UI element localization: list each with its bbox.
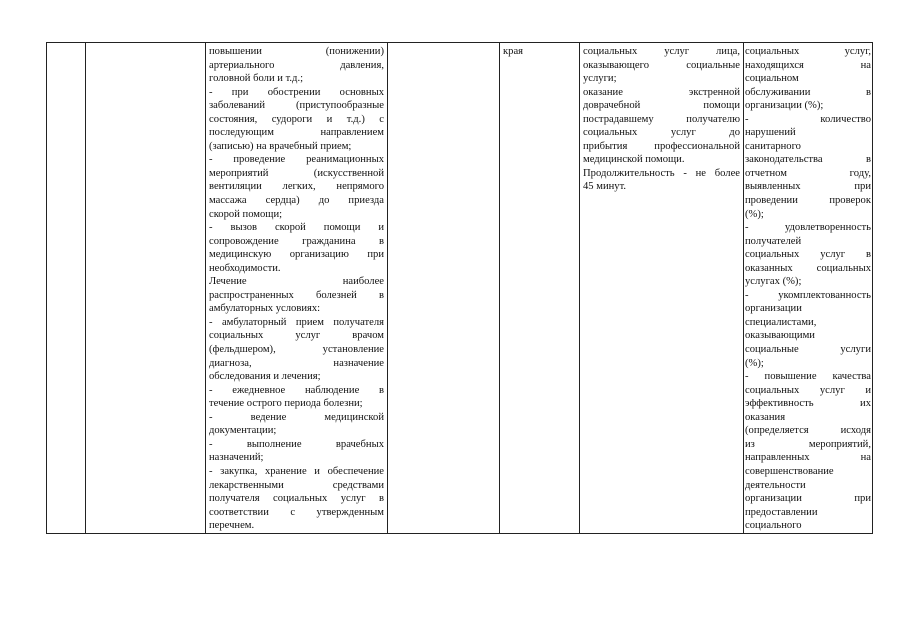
text-line: последующим направлением	[209, 127, 384, 139]
text-line: оказания	[745, 411, 786, 423]
text-line: находящихся на	[745, 59, 871, 71]
text-line: - повышение качества	[745, 371, 871, 383]
text-line: артериального давления,	[209, 59, 384, 71]
table-cell-quality-indicators	[744, 43, 873, 534]
text-line: специалистами,	[745, 316, 817, 328]
text-line: направленных на	[745, 452, 871, 464]
text-line: оказанных социальных	[745, 262, 871, 274]
table-cell-service-description	[206, 43, 388, 534]
text-line: (%);	[745, 357, 764, 369]
table-cell-service-name	[86, 43, 206, 534]
table-cell-number	[47, 43, 86, 534]
text-line: санитарного	[745, 140, 801, 152]
text-line: назначений;	[209, 452, 264, 464]
text-line: повышении (понижении)	[209, 46, 384, 57]
text-line: Продолжительность - не более	[583, 167, 740, 179]
service-description-text	[209, 45, 384, 533]
text-line: совершенствование	[745, 465, 834, 477]
text-line: из мероприятий,	[745, 438, 871, 450]
text-line: мероприятий (искусственной	[209, 167, 384, 179]
text-line: выявленных при	[745, 181, 871, 193]
text-line: социальных услуг в	[745, 249, 871, 261]
text-line: законодательства в	[745, 154, 871, 166]
table-row	[47, 43, 873, 534]
text-line: - ведение медицинской	[209, 411, 384, 423]
text-line: (%);	[745, 208, 764, 220]
text-line: услугах (%);	[745, 276, 802, 288]
text-line: социальных услуг и	[745, 384, 871, 396]
text-line: социальных услуг до	[583, 127, 740, 139]
text-line: оказание экстренной	[583, 86, 740, 98]
region-text	[503, 45, 576, 59]
text-line: организации (%);	[745, 100, 824, 112]
text-line: доврачебной помощи	[583, 100, 740, 112]
text-line: - закупка, хранение и обеспечение	[209, 465, 384, 477]
text-line: скорой помощи;	[209, 208, 283, 220]
text-line: лекарственными средствами	[209, 479, 384, 491]
text-line: Лечение наиболее	[209, 276, 384, 288]
text-line: социального	[745, 520, 802, 532]
table-cell-volume	[388, 43, 500, 534]
text-line: массажа сердца) до приезда	[209, 195, 384, 207]
text-line: деятельности	[745, 479, 806, 491]
text-line: социальные услуги	[745, 344, 871, 356]
text-line: необходимости.	[209, 262, 281, 274]
text-line: 45 минут.	[583, 181, 627, 193]
text-line: эффективность их	[745, 398, 871, 410]
services-table	[46, 42, 873, 534]
text-line: (определяется исходя	[745, 425, 871, 437]
text-line: - укомплектованность	[745, 289, 871, 301]
text-line: сопровождение гражданина в	[209, 235, 384, 247]
text-line: - вызов скорой помощи и	[209, 222, 384, 234]
text-line: обслуживании в	[745, 86, 871, 98]
table-cell-conditions	[580, 43, 744, 534]
text-line: (записью) на врачебный прием;	[209, 140, 352, 152]
text-line: оказывающего социальные	[583, 59, 740, 71]
text-line: распространенных болезней в	[209, 289, 384, 301]
quality-indicators-text	[745, 45, 871, 533]
text-line: - при обострении основных	[209, 86, 384, 98]
text-line: - ежедневное наблюдение в	[209, 384, 384, 396]
text-line: состояния, судороги и т.д.) с	[209, 113, 384, 125]
text-line: получателей	[745, 235, 802, 247]
text-line: прибытия профессиональной	[583, 140, 740, 152]
text-line: - удовлетворенность	[745, 222, 871, 234]
text-line: получателя социальных услуг в	[209, 493, 384, 505]
text-line: организации	[745, 303, 802, 315]
text-line: (фельдшером), установление	[209, 344, 384, 356]
text-line: течение острого периода болезни;	[209, 398, 363, 410]
text-line: социальном	[745, 73, 799, 85]
text-line: диагноза, назначение	[209, 357, 384, 369]
text-line: медицинской помощи.	[583, 154, 685, 166]
text-line: отчетном году,	[745, 167, 871, 179]
text-line: - проведение реанимационных	[209, 154, 384, 166]
text-line: перечнем.	[209, 520, 255, 532]
text-line: вентиляции легких, непрямого	[209, 181, 384, 193]
text-line: медицинскую организацию при	[209, 249, 384, 261]
text-line: оказывающими	[745, 330, 815, 342]
text-line: нарушений	[745, 127, 796, 139]
text-line: - количество	[745, 113, 871, 125]
text-line: проведении проверок	[745, 195, 871, 207]
text-line: документации;	[209, 425, 277, 437]
text-line: пострадавшему получателю	[583, 113, 740, 125]
text-line: организации при	[745, 493, 871, 505]
text-line: социальных услуг лица,	[583, 46, 740, 57]
text-line: края	[503, 46, 524, 57]
text-line: социальных услуг,	[745, 46, 871, 57]
text-line: социальных услуг врачом	[209, 330, 384, 342]
text-line: обследования и лечения;	[209, 371, 321, 383]
text-line: - амбулаторный прием получателя	[209, 316, 384, 328]
table-cell-region	[500, 43, 580, 534]
text-line: головной боли и т.д.;	[209, 73, 304, 85]
conditions-text	[583, 45, 740, 194]
text-line: амбулаторных условиях:	[209, 303, 321, 315]
text-line: - выполнение врачебных	[209, 438, 384, 450]
text-line: заболеваний (приступообразные	[209, 100, 384, 112]
text-line: предоставлении	[745, 506, 818, 518]
text-line: соответствии с утвержденным	[209, 506, 384, 518]
text-line: услуги;	[583, 73, 617, 85]
